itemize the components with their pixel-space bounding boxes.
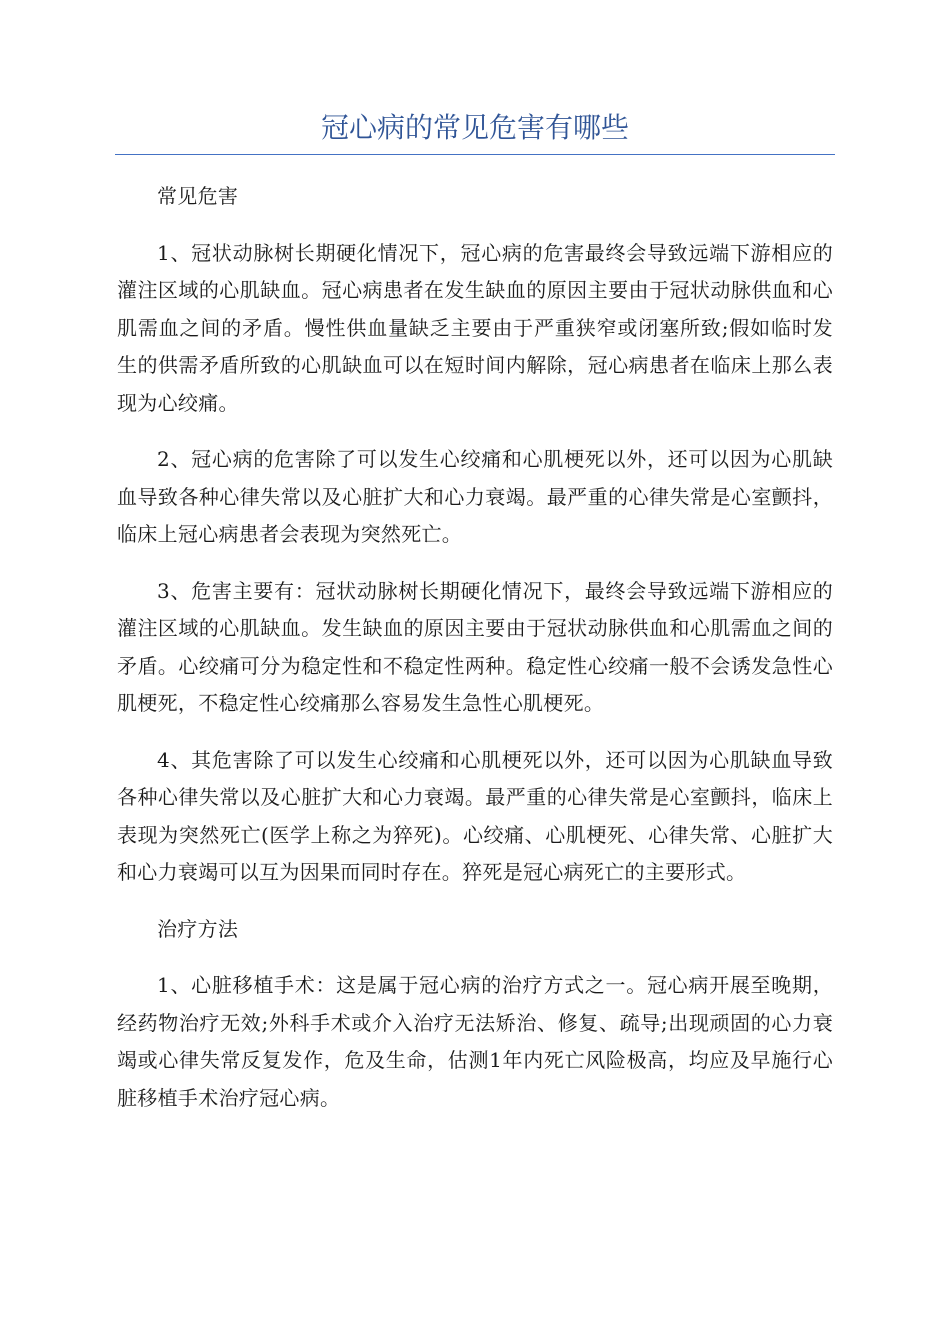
- section-heading-treatment: 治疗方法: [157, 916, 239, 941]
- title-underline: [115, 154, 835, 155]
- paragraph: 3、危害主要有：冠状动脉树长期硬化情况下，最终会导致远端下游相应的灌注区域的心肌缺血。发生缺血的原因主要由于冠状动脉供血和心肌需血之间的矛盾。心绞痛可分为稳定性和不稳定性两种。稳定性心绞痛一般不会诱发急性心肌梗死，不稳定性心绞痛那么容易发生急性心肌梗死。: [117, 578, 833, 715]
- paragraph: 1、冠状动脉树长期硬化情况下，冠心病的危害最终会导致远端下游相应的灌注区域的心肌缺血。冠心病患者在发生缺血的原因主要由于冠状动脉供血和心肌需血之间的矛盾。慢性供血量缺乏主要由于严重狭窄或闭塞所致;假如临时发生的供需矛盾所致的心肌缺血可以在短时间内解除，冠心病患者在临床上那么表现为心绞痛。: [117, 240, 833, 415]
- paragraph: 4、其危害除了可以发生心绞痛和心肌梗死以外，还可以因为心肌缺血导致各种心律失常以及心脏扩大和心力衰竭。最严重的心律失常是心室颤抖，临床上表现为突然死亡(医学上称之为猝死)。心绞痛、心肌梗死、心律失常、心脏扩大和心力衰竭可以互为因果而同时存在。猝死是冠心病死亡的主要形式。: [117, 747, 833, 884]
- section-heading-hazards: 常见危害: [157, 184, 239, 208]
- page-title: 冠心病的常见危害有哪些: [320, 111, 629, 144]
- document-body: [117, 178, 833, 1136]
- paragraph: 2、冠心病的危害除了可以发生心绞痛和心肌梗死以外，还可以因为心肌缺血导致各种心律失常以及心脏扩大和心力衰竭。最严重的心律失常是心室颤抖，临床上冠心病患者会表现为突然死亡。: [117, 447, 833, 546]
- paragraph: 1、心脏移植手术：这是属于冠心病的治疗方式之一。冠心病开展至晚期，经药物治疗无效;外科手术或介入治疗无法矫治、修复、疏导;出现顽固的心力衰竭或心律失常反复发作，危及生命，估测1年内死亡风险极高，均应及早施行心脏移植手术治疗冠心病。: [117, 973, 833, 1110]
